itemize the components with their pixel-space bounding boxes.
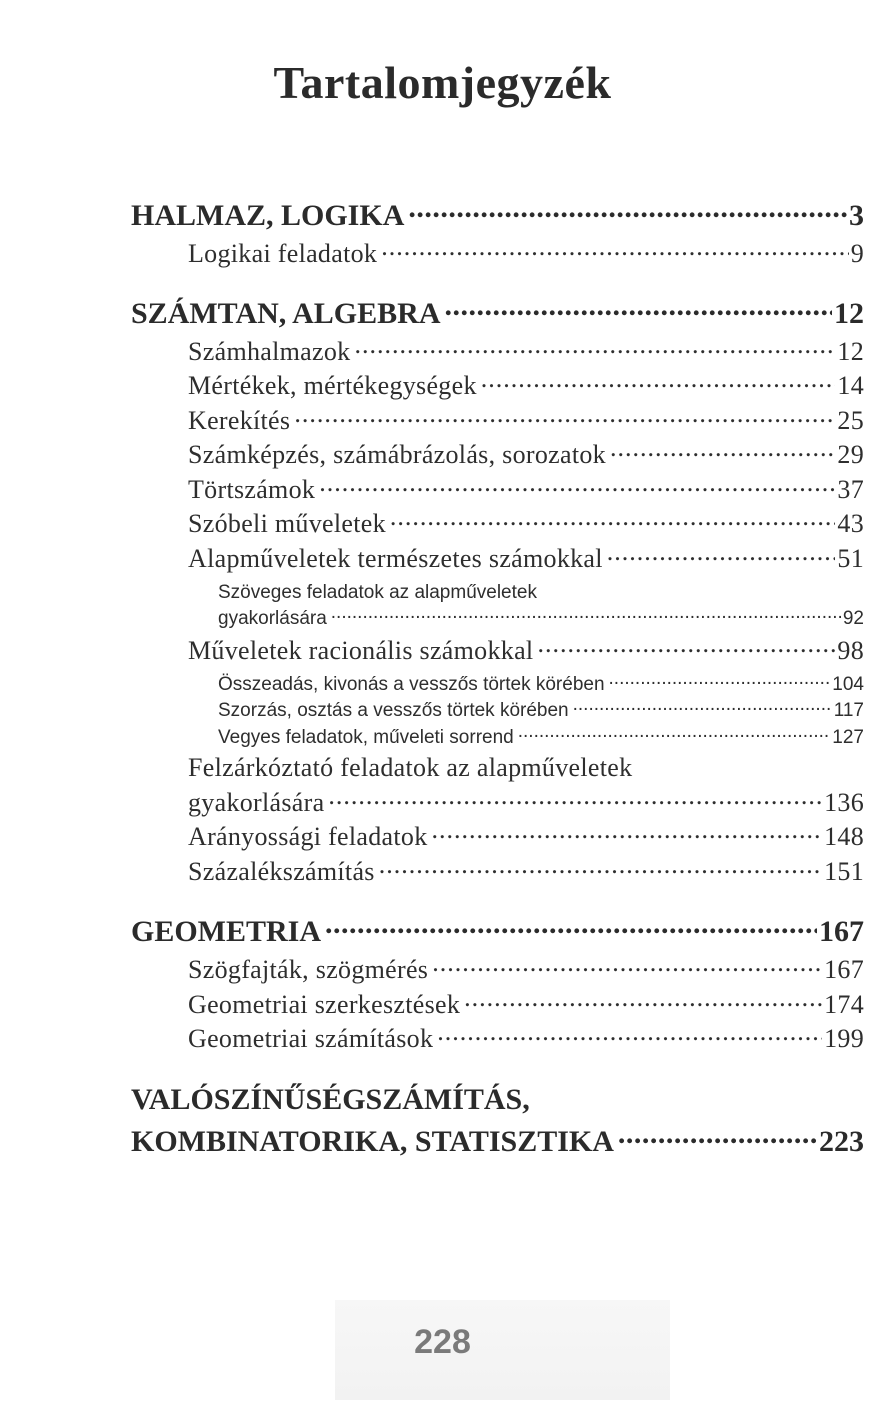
toc-entry-racionalis[interactable] [188, 636, 864, 666]
toc-section-label: SZÁMTAN, ALGEBRA [131, 297, 441, 330]
toc-entry-felzarkoztato[interactable] [188, 788, 864, 818]
toc-entry-label: Számhalmazok [188, 337, 351, 367]
toc-entry-label: Törtszámok [188, 475, 316, 505]
toc-page-number: 12 [837, 337, 864, 367]
dot-leader [390, 509, 836, 532]
dot-leader [328, 788, 822, 811]
toc-entry-label: gyakorlására [188, 788, 325, 818]
dot-leader [437, 1024, 822, 1047]
toc-entry-szamitasok[interactable] [188, 1024, 864, 1054]
page-title: Tartalomjegyzék [273, 57, 612, 108]
toc-subentry-szoveges-line1[interactable]: Szöveges feladatok az alapműveletek [218, 582, 537, 603]
toc-entry-label: Százalékszámítás [188, 857, 375, 887]
toc-entry-alapmuveletek[interactable] [188, 544, 864, 574]
toc-page-number: 167 [824, 955, 864, 985]
toc-entry-label: Alapműveletek természetes számokkal [188, 544, 603, 574]
dot-leader [331, 607, 841, 624]
toc-page-number: 199 [824, 1024, 864, 1054]
toc-subentry-osszeadas[interactable] [218, 673, 864, 696]
dot-leader [432, 822, 823, 845]
toc-page-number: 151 [824, 857, 864, 887]
toc-subentry-szoveges[interactable] [218, 607, 864, 630]
toc-page-number: 51 [837, 544, 864, 574]
toc-section-label: GEOMETRIA [131, 915, 322, 948]
dot-leader [610, 440, 835, 463]
toc-page-number: 43 [837, 509, 864, 539]
dot-leader [537, 636, 835, 659]
toc-section-valoszinuseg-line1[interactable]: VALÓSZÍNŰSÉGSZÁMÍTÁS, [131, 1083, 530, 1116]
dot-leader [518, 726, 831, 743]
toc-entry-label: Mértékek, mértékegységek [188, 371, 477, 401]
toc-page-number: 148 [824, 822, 864, 852]
toc-entry-label: gyakorlására [218, 608, 327, 630]
toc-entry-kerekites[interactable] [188, 406, 864, 436]
dot-leader [607, 544, 836, 567]
dot-leader [481, 371, 836, 394]
toc-subentry-vegyes[interactable] [218, 726, 864, 749]
toc-entry-aranyossagi[interactable] [188, 822, 864, 852]
toc-entry-szerkesztesek[interactable] [188, 990, 864, 1020]
toc-entry-label: Arányossági feladatok [188, 822, 428, 852]
toc-entry-label: Műveletek racionális számokkal [188, 636, 534, 666]
toc-page-number: 3 [849, 199, 864, 232]
toc-page-number: 98 [837, 636, 864, 666]
toc-page-number: 14 [837, 371, 864, 401]
toc-page-number: 174 [824, 990, 864, 1020]
toc-entry-szogfajtak[interactable] [188, 955, 864, 985]
toc-section-label: HALMAZ, LOGIKA [131, 199, 405, 232]
toc-entry-label: Szögfajták, szögmérés [188, 955, 429, 985]
toc-entry-tortszamok[interactable] [188, 475, 864, 505]
toc-page-number: 127 [832, 727, 864, 749]
toc-entry-mertekek[interactable] [188, 371, 864, 401]
dot-leader [381, 239, 848, 262]
dot-leader [618, 1124, 817, 1151]
page-number: 228 [414, 1323, 471, 1361]
dot-leader [408, 198, 847, 225]
toc-entry-label: Geometriai számítások [188, 1024, 434, 1054]
toc-entry-label: Szorzás, osztás a vesszős törtek körében [218, 700, 569, 722]
toc-section-geometria[interactable] [131, 914, 864, 949]
toc-section-halmaz-logika[interactable] [131, 198, 864, 233]
toc-page-number: 223 [819, 1125, 864, 1158]
toc-page-number: 167 [819, 915, 864, 948]
toc-page-number: 104 [832, 674, 864, 696]
toc-entry-label: Számképzés, számábrázolás, sorozatok [188, 440, 606, 470]
dot-leader [354, 337, 835, 360]
toc-page-number: 9 [850, 239, 864, 269]
dot-leader [379, 857, 822, 880]
toc-section-szamtan-algebra[interactable] [131, 296, 864, 331]
dot-leader [609, 673, 831, 690]
toc-entry-label: Geometriai szerkesztések [188, 990, 461, 1020]
dot-leader [464, 990, 822, 1013]
toc-page-number: 117 [833, 700, 864, 722]
toc-entry-felzarkoztato-line1[interactable]: Felzárkóztató feladatok az alapműveletek [188, 753, 633, 782]
toc-entry-szamkepzes[interactable] [188, 440, 864, 470]
toc-entry-label: Szóbeli műveletek [188, 509, 386, 539]
toc-entry-szobeli-muveletek[interactable] [188, 509, 864, 539]
dot-leader [573, 699, 832, 716]
dot-leader [319, 475, 835, 498]
toc-entry-szamhalmazok[interactable] [188, 337, 864, 367]
toc-entry-logikai-feladatok[interactable] [188, 239, 864, 269]
dot-leader [294, 406, 835, 429]
toc-entry-label: Kerekítés [188, 406, 291, 436]
toc-section-valoszinuseg[interactable] [131, 1124, 864, 1159]
toc-entry-szazalekszamitas[interactable] [188, 857, 864, 887]
toc-entry-label: Összeadás, kivonás a vesszős törtek körében [218, 674, 605, 696]
toc-page-number: 92 [842, 608, 864, 630]
toc-section-label: KOMBINATORIKA, STATISZTIKA [131, 1125, 614, 1158]
toc-entry-label: Logikai feladatok [188, 239, 378, 269]
toc-page-number: 136 [824, 788, 864, 818]
toc-page-number: 29 [837, 440, 864, 470]
toc-page-number: 12 [834, 297, 864, 330]
dot-leader [325, 914, 817, 941]
toc-entry-label: Vegyes feladatok, műveleti sorrend [218, 727, 514, 749]
toc-subentry-szorzas[interactable] [218, 699, 864, 722]
toc-page-number: 37 [837, 475, 864, 505]
dot-leader [445, 296, 833, 323]
dot-leader [432, 955, 822, 978]
toc-page-number: 25 [837, 406, 864, 436]
